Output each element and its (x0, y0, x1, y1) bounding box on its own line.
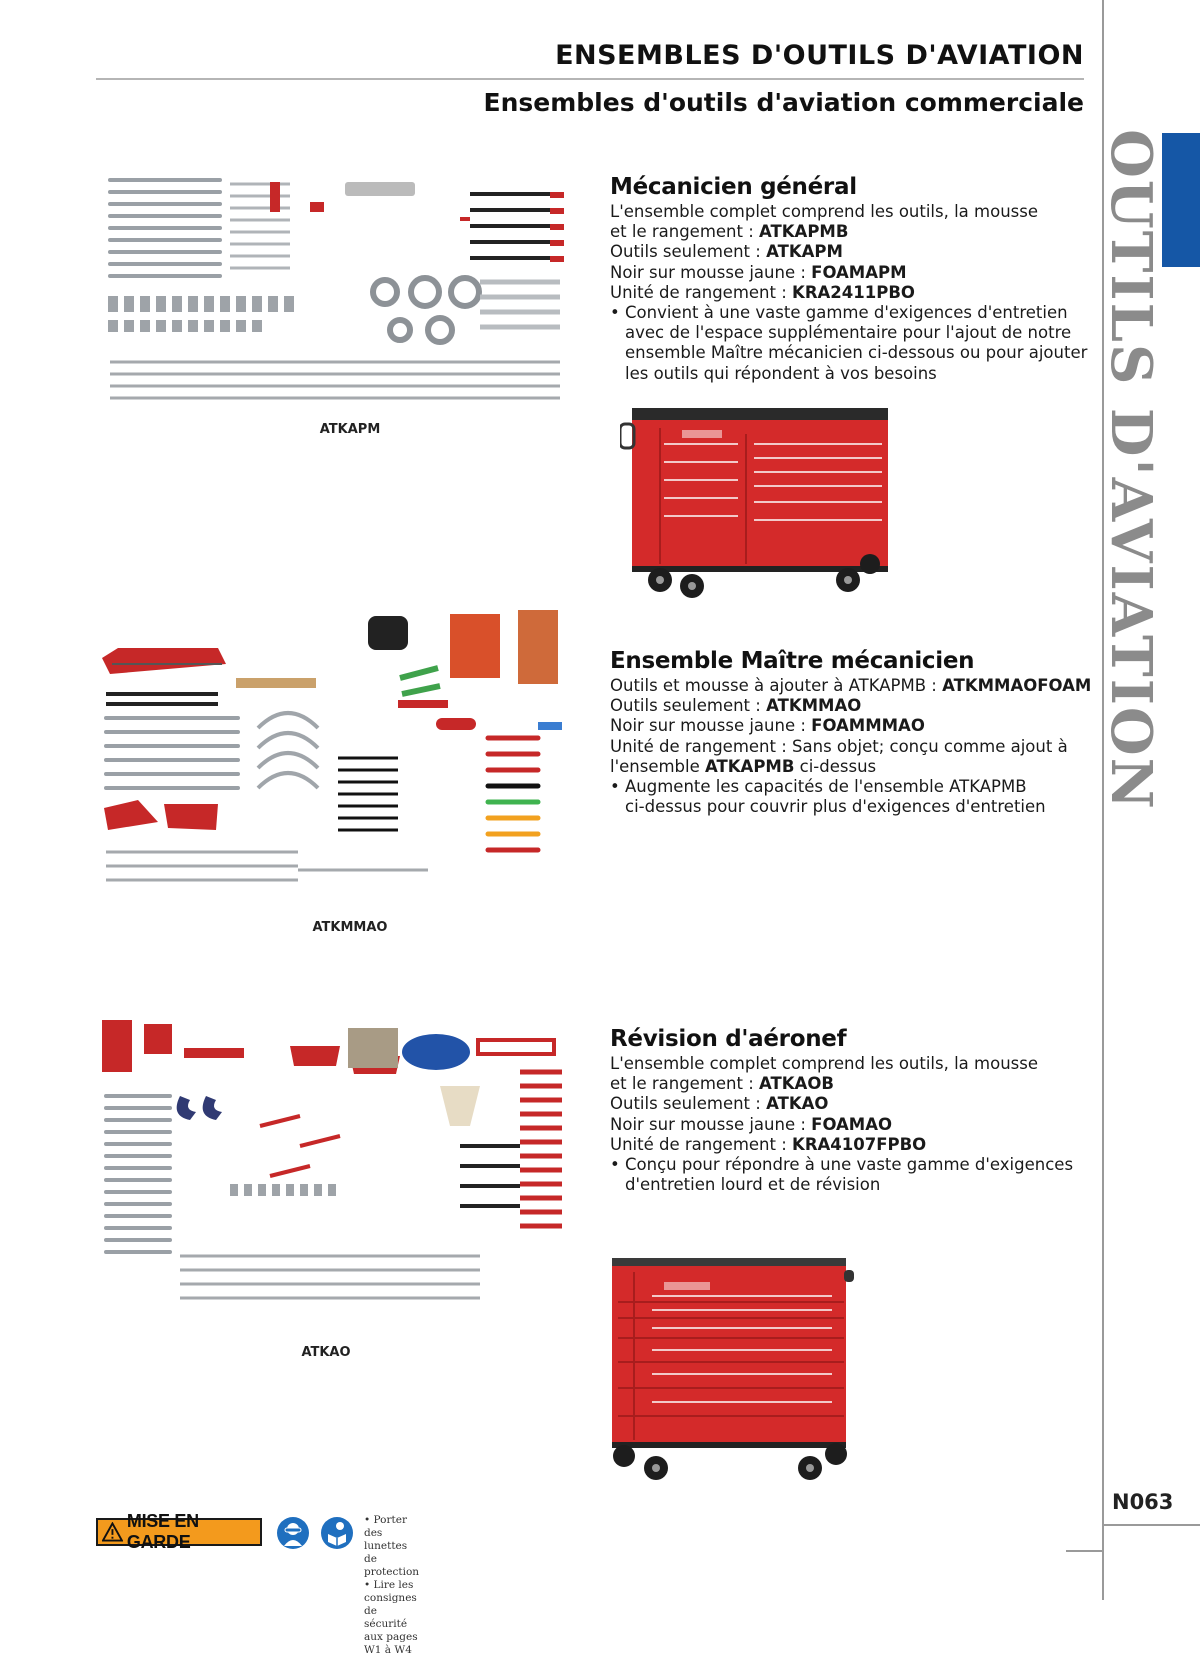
photo-caption-atkapm: ATKAPM (319, 422, 381, 437)
warning-triangle-icon (102, 1522, 123, 1542)
warning-label-text: MISE EN GARDE (126, 1511, 199, 1552)
section-title: Révision d'aéronef (610, 1026, 847, 1052)
feature-bullet: • Convient à une vaste gamme d'exigences d'entretien avec de l'espace supplémentaire pour l'ajout de notre ensemble Maître mécanicien ci-dessous ou pour ajouter les outils qui répondent à vos besoins (610, 303, 1088, 383)
part-number: ATKAPMB (759, 222, 849, 242)
warning-label (96, 1511, 262, 1552)
part-number: ATKMMAOFOAM (942, 676, 1092, 695)
safety-note: • Porter des lunettes de protection (364, 1514, 420, 1578)
storage-unit-line: Unité de rangement : Sans objet; conçu comme ajout à (610, 736, 1068, 756)
page-number-rule (1102, 1524, 1200, 1526)
foam-line: Noir sur mousse jaune : FOAMAO (610, 1114, 893, 1134)
section-color-tab (1162, 133, 1200, 267)
feature-bullet: • Conçu pour répondre à une vaste gamme d'exigences d'entretien lourd et de révision (610, 1155, 1074, 1195)
part-number: KRA2411PBO (792, 282, 915, 302)
page-header-title: ENSEMBLES D'OUTILS D'AVIATION (555, 40, 1084, 71)
storage-unit-line-cont: l'ensemble ATKAPMB ci-dessus (610, 756, 877, 776)
foam-line: Noir sur mousse jaune : FOAMAPM (610, 262, 907, 282)
section-title: Ensemble Maître mécanicien (610, 648, 975, 674)
part-number: ATKAO (766, 1094, 829, 1114)
photo-caption-atkao: ATKAO (301, 1345, 351, 1360)
tools-only-line: Outils seulement : ATKAO (610, 1094, 829, 1114)
header-divider (96, 78, 1084, 80)
add-on-line: Outils et mousse à ajouter à ATKAPMB : ATKMMAOFOAM (610, 676, 1092, 695)
safety-notes (364, 1514, 419, 1657)
section-mecanicien-general (610, 174, 1100, 384)
storage-unit-line: Unité de rangement : KRA4107FPBO (610, 1134, 927, 1154)
part-number: ATKAOB (759, 1074, 834, 1094)
part-number: FOAMAPM (811, 262, 907, 282)
tool-cabinet-kra2411pbo-image (620, 404, 900, 604)
section-title: Mécanicien général (610, 174, 857, 200)
photo-caption-atkmmao: ATKMMAO (312, 920, 388, 935)
tools-only-line: Outils seulement : ATKMMAO (610, 696, 862, 716)
page-number: N063 (1112, 1490, 1174, 1514)
description-line: L'ensemble complet comprend les outils, la mousse (610, 202, 1039, 221)
tools-only-line: Outils seulement : ATKAPM (610, 242, 843, 262)
page-header-subtitle: Ensembles d'outils d'aviation commerciale (483, 88, 1084, 117)
storage-unit-line: Unité de rangement : KRA2411PBO (610, 282, 915, 302)
side-section-label-text: OUTILS D'AVIATION (1098, 129, 1164, 811)
description-line: L'ensemble complet comprend les outils, la mousse (610, 1054, 1039, 1073)
tool-cabinet-kra4107fpbo-image (604, 1254, 860, 1486)
part-number: KRA4107FPBO (792, 1134, 927, 1154)
footer-corner-rule (1066, 1550, 1104, 1552)
part-number: ATKAPMB (705, 756, 795, 776)
read-manual-icon (320, 1516, 354, 1550)
part-number: ATKAPM (766, 242, 843, 262)
part-number: ATKMMAO (766, 696, 862, 716)
kit-code-line: et le rangement : ATKAOB (610, 1074, 834, 1094)
tool-set-photo-atkmmao (98, 608, 573, 904)
side-section-label (1098, 80, 1164, 860)
tool-set-photo-atkapm (100, 172, 570, 418)
feature-bullet: • Augmente les capacités de l'ensemble ATKAPMB ci-dessus pour couvrir plus d'exigences d'entretien (610, 777, 1046, 817)
foam-line: Noir sur mousse jaune : FOAMMMAO (610, 716, 925, 736)
kit-code-line: et le rangement : ATKAPMB (610, 222, 849, 242)
safety-note: • Lire les consignes de sécurité aux pages W1 à W4 (364, 1579, 418, 1656)
safety-glasses-icon (276, 1516, 310, 1550)
part-number: FOAMAO (811, 1114, 893, 1134)
part-number: FOAMMMAO (811, 716, 925, 736)
tool-set-photo-atkao (100, 1016, 572, 1320)
section-maitre-mecanicien (610, 648, 1100, 817)
section-revision-aeronef (610, 1026, 1100, 1195)
